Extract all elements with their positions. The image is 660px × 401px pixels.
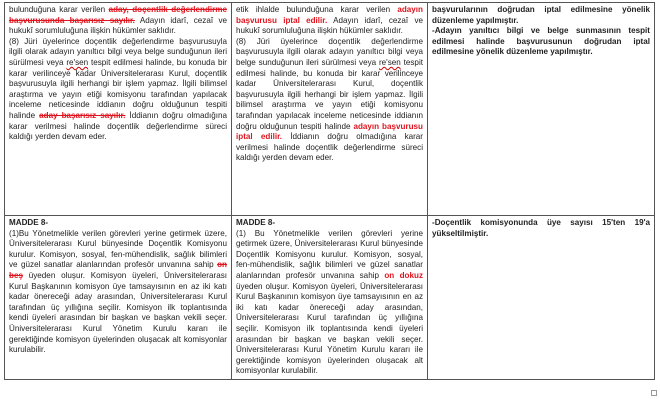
deleted-text: on beş — [9, 260, 227, 280]
paragraph: (1)Bu Yönetmelikle verilen görevleri yerine getirmek üzere, Üniversitelerarası Kurul bünyesinde Doçentlik Komisyonu kurulur. Komisyon, sosyal, fen-mühendislik, sağlık bilimleri ve güzel sanatlar alanlarından profesör unvanına sahip on beş üyeden oluşur. Komisyon üyeleri, Üniversitelerarası Kurul Başkanının komisyon üye tamsayısının en az iki katı kadar önereceği aday arasından, Üniversitelerarası Kurul tarafından üç yıllığına seçilir. Komisyon ilk toplantısında kendi üyeleri arasından bir başkan ve başkan vekili seçer. Üniversitelerarası Kurul Yönetim Kurulu kararı ile gerektiğinde komisyon üyelerinden oluşacak alt komisyonlar kurulabilir. — [9, 228, 227, 355]
table-row — [5, 3, 655, 216]
deleted-text: aday başarısız sayılır. — [39, 110, 126, 120]
explanation-cell — [428, 216, 655, 380]
explanation-line: -Doçentlik komisyonunda üye sayısı 15'ten 19'a yükseltilmiştir. — [432, 218, 650, 238]
article-heading: MADDE 8- — [236, 218, 276, 227]
paragraph: (1) Bu Yönetmelikle verilen görevleri yerine getirmek üzere, Üniversitelerarası Kurul bünyesinde Doçentlik Komisyonu kurulur. Komisyon, sosyal, fen-mühendislik, sağlık bilimleri ve güzel sanatlar alanlarından profesör unvanına sahip on dokuz üyeden oluşur. Komisyon üyeleri, Üniversitelerarası Kurul Başkanının komisyon üye tamsayısının en az iki katı kadar önereceği aday arasından, Üniversitelerarası Kurul tarafından üç yıllığına seçilir. Komisyon ilk toplantısında kendi üyeleri arasından bir başkan ve başkan vekili seçer. Üniversitelerarası Kurul Yönetim Kurulu kararı ile gerektiğinde komisyon üyelerinden oluşacak alt komisyonlar kurulabilir. — [236, 228, 423, 376]
explanation-line: başvurularının doğrudan iptal edilmesine yönelik düzenleme yapılmıştır. — [432, 5, 650, 25]
inserted-text: adayın başvurusu iptal edilir. — [236, 5, 423, 25]
paragraph: (8) Jüri üyelerince doçentlik değerlendirme başvurusuyla ilgili olarak adayın yanıltıcı bilgi veya belge sunduğunun ileri sürülmesi veya re'sen tespit edilmesi halinde, bu konuda bir karar verilinceye kadar Üniversitelerarası Kurul, doçentlik başvurusuyla ilgili herhangi bir işlem yapmaz. İlgili bilimsel araştırma ve yayın etiği komisyonu tarafından yapılacak inceleme neticesinde iddianın doğru olduğunun tespiti halinde adayın başvurusu iptal edilir. İddianın doğru olmadığına karar verilmesi halinde doçentlik değerlendirme süreci kaldığı yerden devam eder. — [236, 36, 424, 163]
new-text-cell — [232, 216, 428, 380]
resize-handle[interactable] — [651, 390, 657, 396]
table-row — [5, 216, 655, 380]
deleted-text: aday, doçentlik değerlendirme başvurusunda başarısız sayılır. — [9, 5, 227, 25]
explanation-cell — [428, 3, 655, 216]
spellcheck-word: re'sen — [66, 57, 89, 67]
article-heading: MADDE 8- — [9, 218, 49, 227]
old-text-cell — [5, 216, 232, 380]
inserted-text: adayın başvurusu iptal edilir. — [236, 121, 423, 142]
paragraph: bulunduğuna karar verilen aday, doçentlik değerlendirme başvurusunda başarısız sayılır. Adayın idarî, cezaî ve hukukî sorumluluğuna ilişkin hükümler saklıdır. — [9, 5, 227, 36]
explanation-line: -Adayın yanıltıcı bilgi ve belge sunmasının tespit edilmesi halinde başvurusunun doğrudan iptal edilmesine yönelik düzenleme yapılmıştır. — [432, 26, 650, 57]
spellcheck-word: re'sen — [378, 57, 401, 67]
new-text-cell — [232, 3, 428, 216]
old-text-cell — [5, 3, 232, 216]
comparison-table — [4, 2, 655, 380]
paragraph: (8) Jüri üyelerince doçentlik değerlendirme başvurusuyla ilgili olarak adayın yanıltıcı bilgi veya belge sunduğunun ileri sürülmesi veya re'sen tespit edilmesi halinde, bu konuda bir karar verilinceye kadar Üniversitelerarası Kurul, doçentlik başvurusuyla ilgili herhangi bir işlem yapmaz. İlgili bilimsel araştırma ve yayın etiği komisyonu tarafından yapılacak inceleme neticesinde iddianın doğru olduğunun tespiti halinde aday başarısız sayılır. İddianın doğru olmadığına karar verilmesi halinde doçentlik değerlendirme süreci kaldığı yerden devam eder. — [9, 36, 228, 142]
paragraph: etik ihlalde bulunduğuna karar verilen adayın başvurusu iptal edilir. Adayın idarî, cezaî ve hukukî sorumluluğuna ilişkin hükümler saklıdır. — [236, 5, 423, 36]
inserted-text: on dokuz — [384, 270, 423, 280]
